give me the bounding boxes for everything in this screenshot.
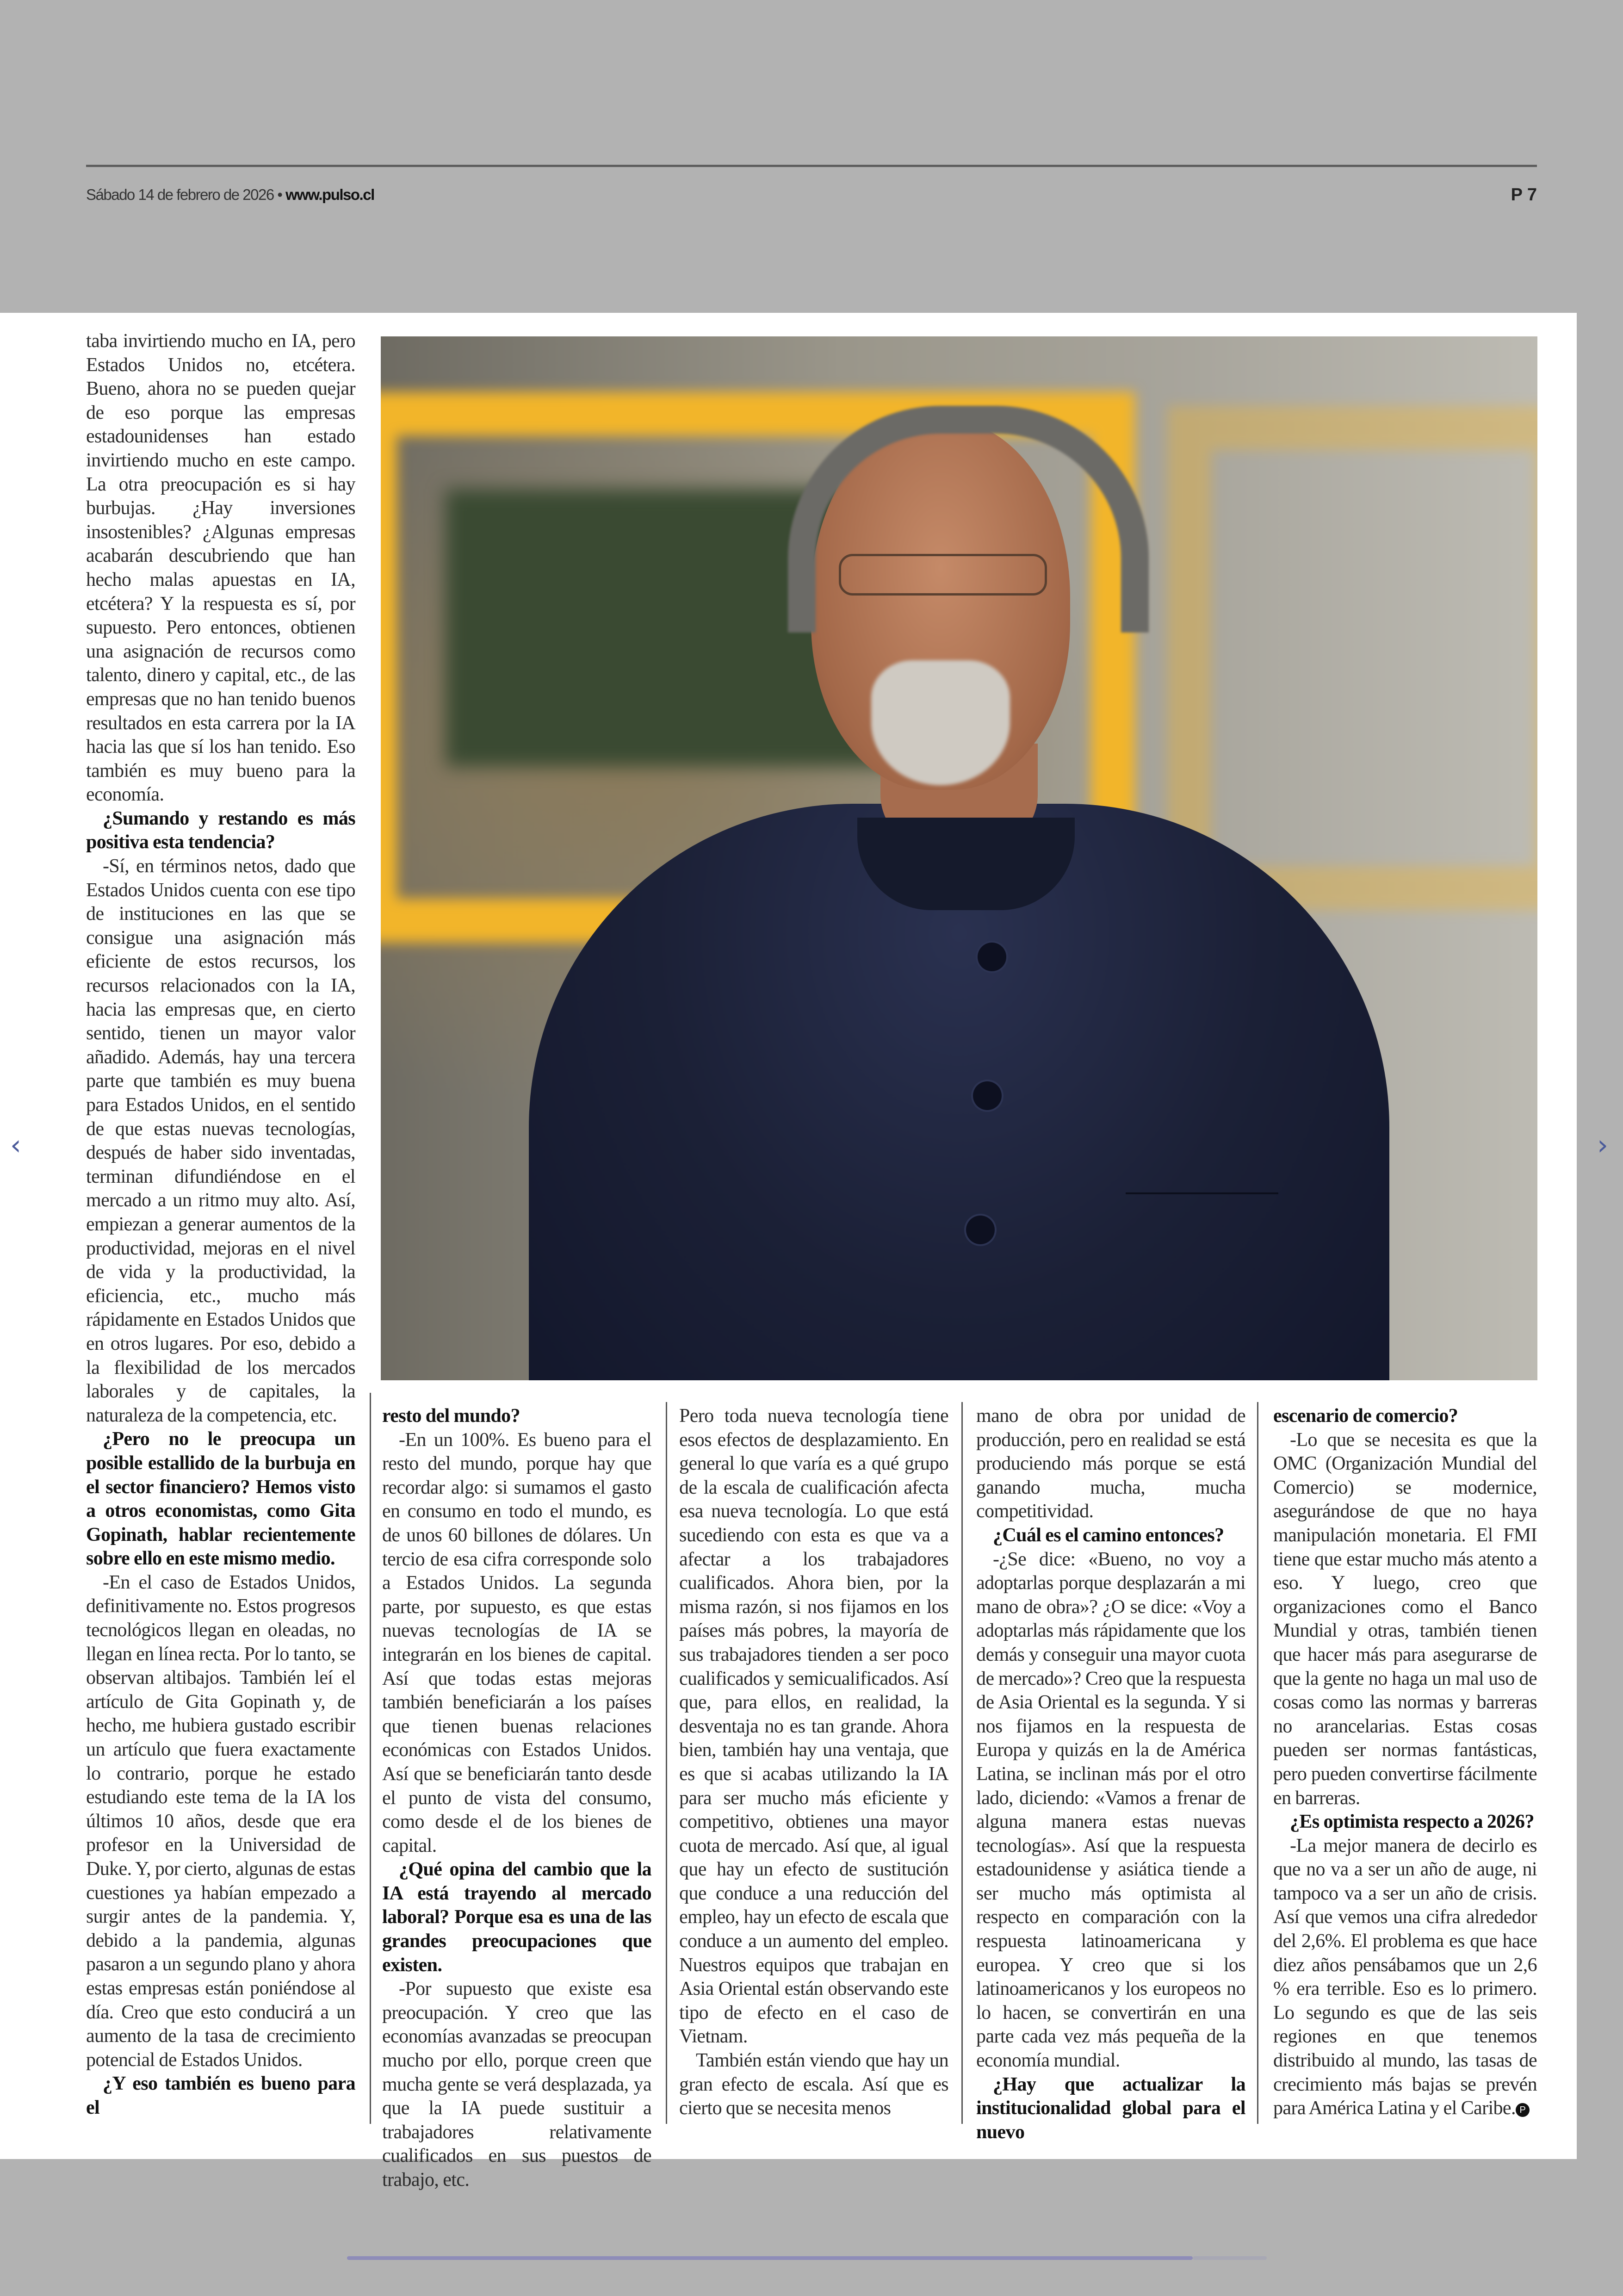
answer — [1273, 1834, 1537, 2121]
interview-photo — [381, 336, 1537, 1380]
suit-button — [973, 1081, 1002, 1110]
question: ¿Y eso también es bueno para el — [86, 2073, 355, 2118]
answer: -Sí, en términos netos, dado que Estados Unidos cuenta con ese tipo de instituciones en las que se consigue una asignación más eficiente de estos recursos, los recursos relacionados con la IA, hacia las empresas que, en cierto sentido, tienen un mayor valor añadido. Además, hay una tercera parte que también es muy buena para Estados Unidos, en el sentido de que estas nuevas tecnologías, después de haber sido inventadas, terminan difundiéndose en el mercado a un ritmo muy alto. Así, empiezan a generar aumentos de la productividad, mejoras en el nivel de vida y la productividad, la eficiencia, etc., mucho más rápidamente en Estados Unidos que en otros lugares. Por eso, debido a la flexibilidad de los mercados laborales y de capitales, la naturaleza de la competencia, etc. — [86, 856, 355, 1426]
question: escenario de comercio? — [1273, 1405, 1458, 1427]
header-date: Sábado 14 de febrero de 2026 • — [86, 186, 282, 203]
suit-pocket — [1126, 1192, 1278, 1245]
question: ¿Pero no le preocupa un posible estallido de la burbuja en el sector financiero? Hemos visto a otros economistas, como Gita Gopinath, hablar recientemente sobre ello en este mismo medio. — [86, 1428, 355, 1570]
question: ¿Sumando y restando es más positiva esta tendencia? — [86, 807, 355, 853]
horizontal-scrollbar-track[interactable] — [1193, 2256, 1267, 2260]
answer: -Lo que se necesita es que la OMC (Organización Mundial del Comercio) se modernice, asegurándose de que no haya manipulación monetaria. El FMI tiene que estar mucho más atento a eso. Y luego, creo que organizaciones como el Banco Mundial y otras, también tienen que hacer más para asegurarse de que la gente no haga un mal uso de cosas como las normas y barreras no arancelarias. Estas cosas pueden ser normas fantásticas, pero pueden convertirse fácilmente en barreras. — [1273, 1429, 1537, 1809]
person-glasses — [839, 554, 1047, 596]
end-mark-icon: P — [1516, 2103, 1530, 2117]
answer-text: -La mejor manera de decirlo es que no va a ser un año de auge, ni tampoco va a ser un año de crisis. Así que vemos una cifra alrededor del 2,6%. El problema es que hace diez años pensábamos que un 2,6 % era terrible. Eso es lo primero. Lo segundo es que de las seis regiones en que tenemos distribuido al mundo, las tasas de crecimiento más bajas se prevén para América Latina y el Caribe. — [1273, 1835, 1537, 2119]
horizontal-scrollbar-thumb[interactable] — [347, 2256, 1193, 2260]
column-3 — [679, 1404, 948, 2121]
background-frame-right — [1167, 406, 1537, 910]
column-5 — [1273, 1404, 1537, 2121]
answer: -En el caso de Estados Unidos, definitivamente no. Estos progresos tecnológicos llegan en oleadas, no llegan en línea recta. Por lo tanto, se observan altibajos. También leí el artículo de Gita Gopinath y, de hecho, me hubiera gustado escribir un artículo que fuera exactamente lo contrario, porque he estado estudiando este tema de la IA los últimos 10 años, desde que era profesor en la Universidad de Duke. Y, por cierto, algunas de estas cuestiones ya habían empezado a surgir antes de la pandemia. Y, debido a la pandemia, algunas pasaron a un segundo plano y ahora estas empresas están poniéndose al día. Creo que esto conducirá a un aumento de la tasa de crecimiento potencial de Estados Unidos. — [86, 1571, 355, 2071]
previous-page-button[interactable]: ‹ — [10, 1129, 21, 1161]
question: resto del mundo? — [382, 1405, 520, 1427]
paragraph: taba invirtiendo mucho en IA, pero Estados Unidos no, etcétera. Bueno, ahora no se pueden quejar de eso porque las empresas estadounidenses han estado invirtiendo mucho en este campo. La otra preocupación es si hay burbujas. ¿Hay inversiones insostenibles? ¿Algunas empresas acabarán descubriendo que han hecho malas apuestas en IA, etcétera? Y la respuesta es sí, por supuesto. Pero entonces, obtienen una asignación de recursos como talento, dinero y capital, etc., de las empresas que no han tenido buenos resultados en esta carrera por la IA hacia las que sí los han tenido. Eso también es muy bueno para la economía. — [86, 330, 355, 806]
header-date-site — [86, 186, 374, 204]
suit-button — [966, 1216, 995, 1244]
person-beard — [871, 660, 1010, 785]
question: ¿Es optimista respecto a 2026? — [1290, 1811, 1534, 1833]
question: ¿Cuál es el camino entonces? — [993, 1524, 1224, 1546]
question: ¿Hay que actualizar la institucionalidad global para el nuevo — [976, 2073, 1245, 2143]
page-number: P 7 — [1511, 185, 1537, 205]
paragraph: También están viendo que hay un gran efecto de escala. Así que es cierto que se necesita menos — [679, 2050, 948, 2119]
answer: -¿Se dice: «Bueno, no voy a adoptarlas porque desplazarán a mi mano de obra»? ¿O se dice: «Voy a adoptarlas más rápidamente que los demás y conseguir una mayor cuota de mercado»? Creo que la respuesta de Asia Oriental es la segunda. Y si nos fijamos en la respuesta de Europa y quizás en la de América Latina, se inclinan más por el otro lado, diciendo: «Vamos a frenar de alguna manera estas nuevas tecnologías». Así que la respuesta estadounidense y asiática tiende a ser mucho más optimista al respecto en comparación con la respuesta latinoamericana y europea. Y creo que si los latinoamericanos y los europeos no lo hacen, se convertirán en una parte cada vez más pequeña de la economía mundial. — [976, 1548, 1245, 2072]
person-collar — [857, 818, 1075, 910]
answer: -Por supuesto que existe esa preocupación. Y creo que las economías avanzadas se preocupan mucho por ello, porque creen que mucha gente se verá desplazada, ya que la IA puede sustituir a trabajadores relativamente cualificados en sus puestos de trabajo, etc. — [382, 1978, 651, 2191]
header-rule — [86, 165, 1537, 167]
column-divider — [1257, 1402, 1258, 2124]
column-divider — [666, 1402, 667, 2124]
column-divider — [370, 1393, 371, 2124]
paragraph: Pero toda nueva tecnología tiene esos efectos de desplazamiento. En general lo que varía es a qué grupo de la escala de cualificación afecta esa nueva tecnología. Lo que está sucediendo con esta es que va a afectar a los trabajadores cualificados. Ahora bien, por la misma razón, si nos fijamos en los países más pobres, la mayoría de sus trabajadores tienden a ser poco cualificados y semicualificados. Así que, para ellos, en realidad, la desventaja no es tan grande. Ahora bien, también hay una ventaja, que es que si acabas utilizando la IA para ser mucho más eficiente y competitivo, obtienes una mayor cuota de mercado. Así que, al igual que hay un efecto de sustitución que conduce a una reducción del empleo, hay un efecto de escala que conduce a un aumento del empleo. Nuestros equipos que trabajan en Asia Oriental están observando este tipo de efecto en el caso de Vietnam. — [679, 1405, 948, 2048]
header-site: www.pulso.cl — [285, 186, 374, 203]
column-4 — [976, 1404, 1245, 2144]
question: ¿Qué opina del cambio que la IA está trayendo al mercado laboral? Porque esa es una de las grandes preocupaciones que existen. — [382, 1859, 651, 1976]
next-page-button[interactable]: › — [1597, 1129, 1608, 1161]
column-2 — [382, 1404, 651, 2192]
column-divider — [961, 1402, 963, 2124]
paragraph: mano de obra por unidad de producción, pero en realidad se está produciendo más porque se está ganando mucha, mucha competitividad. — [976, 1405, 1245, 1522]
column-1 — [86, 329, 355, 2120]
suit-button — [978, 943, 1006, 971]
answer: -En un 100%. Es bueno para el resto del mundo, porque hay que recordar algo: si sumamos el gasto en consumo en todo el mundo, es de unos 60 billones de dólares. Un tercio de esa cifra corresponde solo a Estados Unidos. La segunda parte, por supuesto, es que estas nuevas tecnologías de IA se integrarán en los bienes de capital. Así que todas estas mejoras también beneficiarán a los países que tienen buenas relaciones económicas con Estados Unidos. Así que se beneficiarán tanto desde el punto de vista del consumo, como desde el de los bienes de capital. — [382, 1429, 651, 1856]
